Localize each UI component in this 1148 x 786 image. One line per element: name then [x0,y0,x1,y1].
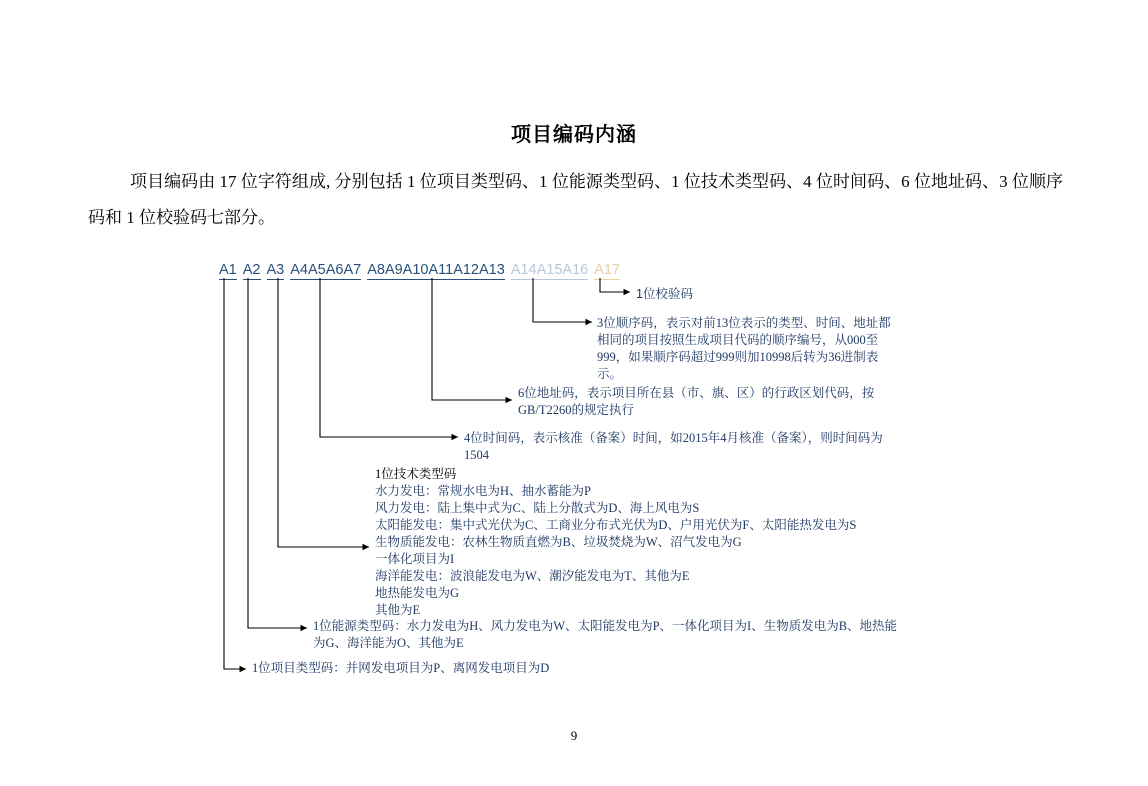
intro-paragraph [88,164,1063,236]
page-number: 9 [570,728,578,743]
code-segment-a8-a13: A8A9A10A11A12A13 [367,262,505,278]
annotation-tech-line-1: 风力发电：陆上集中式为C、陆上分散式为D、海上风电为S [375,501,700,515]
annotation-energy-code: 1位能源类型码：水力发电为H、风力发电为W、太阳能发电为P、一体化项目为I、生物质发电为B、地热能为G、海洋能为O、其他为E [313,619,898,650]
annotation-sequence-code: 3位顺序码，表示对前13位表示的类型、时间、地址都相同的项目按照生成项目代码的顺序编号，从000至999，如果顺序码超过999则加10998后转为36进制表示。 [597,316,891,381]
annotation-tech-code-head: 1位技术类型码 [375,467,457,481]
annotation-time-code: 4位时间码，表示核准（备案）时间，如2015年4月核准（备案），则时间码为1504 [464,431,883,462]
page-title: 项目编码内涵 [511,124,637,146]
annotation-tech-line-4: 一体化项目为I [375,552,455,566]
code-segment-a1: A1 [219,262,237,278]
code-segment-a3: A3 [266,262,285,278]
annotation-tech-line-6: 地热能发电为G [375,586,460,600]
code-segment-a4-a7: A4A5A6A7 [290,262,362,278]
annotation-tech-code [375,466,935,619]
intro-paragraph-text: 项目编码由 17 位字符组成, 分别包括 1 位项目类型码、1 位能源类型码、1 位技术类型码、4 位时间码、6 位地址码、3 位顺序码和 1 位校验码七部分。 [88,172,1063,227]
annotation-tech-line-3: 生物质能发电：农林生物质直燃为B、垃圾焚烧为W、沼气发电为G [375,535,742,549]
annotation-project-type-code: 1位项目类型码：并网发电项目为P、离网发电项目为D [252,661,550,675]
annotation-address-code: 6位地址码，表示项目所在县（市、旗、区）的行政区划代码，按GB/T2260的规定执行 [518,386,875,417]
annotation-tech-line-7: 其他为E [375,603,421,617]
annotation-check-code: 1位校验码 [636,287,693,301]
annotation-tech-line-2: 太阳能发电：集中式光伏为C、工商业分布式光伏为D、户用光伏为F、太阳能热发电为S [375,518,857,532]
code-segment-a2: A2 [242,262,261,278]
annotation-tech-line-5: 海洋能发电：波浪能发电为W、潮汐能发电为T、其他为E [375,569,690,583]
code-segment-a17: A17 [594,262,621,278]
code-segment-row [219,262,626,278]
annotation-tech-line-0: 水力发电：常规水电为H、抽水蓄能为P [375,484,591,498]
code-segment-a14-a16: A14A15A16 [510,262,589,278]
